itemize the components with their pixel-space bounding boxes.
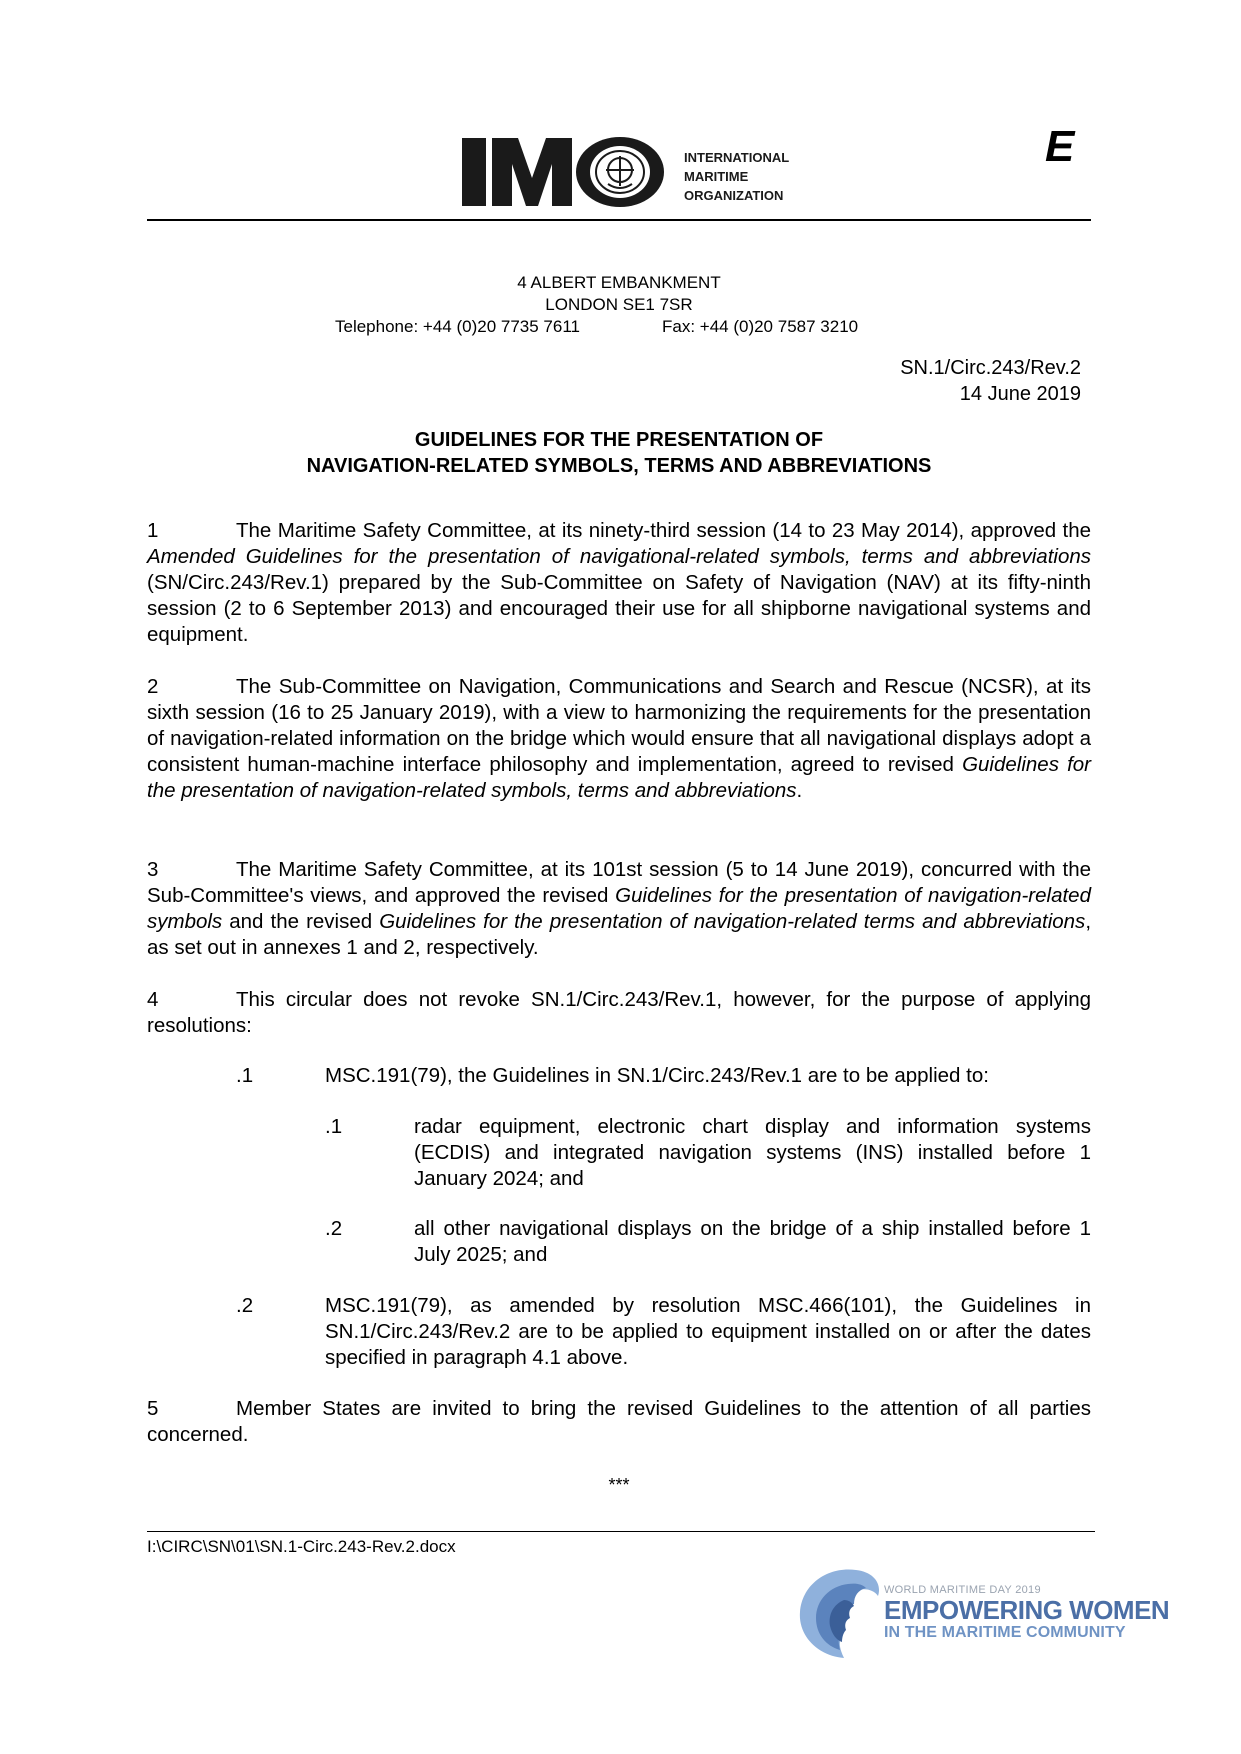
end-mark: *** bbox=[608, 1475, 630, 1495]
title-line-1: GUIDELINES FOR THE PRESENTATION OF bbox=[414, 429, 824, 451]
subparagraph-text: MSC.191(79), the Guidelines in SN.1/Circ.243/Rev.1 are to be applied to: bbox=[325, 1064, 989, 1087]
world-maritime-day-emblem bbox=[796, 1564, 888, 1660]
telephone: Telephone: +44 (0)20 7735 7611 bbox=[335, 317, 580, 336]
org-name-line: MARITIME bbox=[684, 169, 749, 184]
document-symbol: SN.1/Circ.243/Rev.2 bbox=[900, 357, 1081, 379]
paragraph-text: The Maritime Safety Committee, at its ninety-third session (14 to 23 May 2014), approved the bbox=[236, 519, 1091, 542]
address-line-2: LONDON SE1 7SR bbox=[545, 295, 693, 314]
subparagraph-text: radar equipment, electronic chart display and information systems (ECDIS) and integrated navigation systems (INS) installed before 1 January 2024; and bbox=[414, 1115, 1091, 1190]
document-reference bbox=[700, 355, 1081, 407]
contact-line bbox=[335, 316, 858, 337]
paragraph-text: Member States are invited to bring the revised Guidelines to the attention of all parties concerned. bbox=[147, 1397, 1091, 1446]
imo-logo-wordmark bbox=[462, 134, 666, 210]
subparagraph-number: .2 bbox=[325, 1217, 343, 1240]
paragraph-number: 3 bbox=[147, 858, 159, 881]
subparagraph-4-1-2 bbox=[325, 1216, 1091, 1268]
paragraph-italic-text: Guidelines for the presentation of navigation-related terms and abbreviations bbox=[379, 910, 1086, 933]
paragraph-text: and the revised bbox=[222, 910, 380, 933]
paragraph-italic-text: Guidelines for the presentation of navigation-related symbols, terms and abbreviations bbox=[147, 753, 1092, 802]
subparagraph-text: all other navigational displays on the bridge of a ship installed before 1 July 2025; and bbox=[414, 1217, 1091, 1266]
subparagraph-number: .1 bbox=[325, 1115, 343, 1138]
paragraph-text: , as set out in annexes 1 and 2, respectively. bbox=[147, 910, 1092, 959]
imo-logo-icon bbox=[462, 134, 666, 210]
world-maritime-day-slogan bbox=[884, 1584, 1169, 1642]
paragraph-number: 4 bbox=[147, 988, 159, 1011]
paragraph-number: 1 bbox=[147, 519, 159, 542]
wmd-subheadline: IN THE MARITIME COMMUNITY bbox=[884, 1624, 1126, 1641]
address-line-1: 4 ALBERT EMBANKMENT bbox=[517, 273, 721, 292]
paragraph-text: (SN/Circ.243/Rev.1) prepared by the Sub-Committee on Safety of Navigation (NAV) at its fifty-ninth session (2 to 6 September 2013) and encouraged their use for all shipborne navigational systems and equipment. bbox=[147, 571, 1091, 646]
org-name-line: ORGANIZATION bbox=[684, 188, 784, 203]
footer-divider bbox=[147, 1531, 1095, 1532]
org-name-line: INTERNATIONAL bbox=[684, 150, 790, 165]
wmd-caption: WORLD MARITIME DAY 2019 bbox=[884, 1584, 1041, 1596]
fax: Fax: +44 (0)20 7587 3210 bbox=[661, 317, 859, 336]
paragraph-text: The Maritime Safety Committee, at its 101st session (5 to 14 June 2019), concurred with the Sub-Committee's views, and approved the revised bbox=[147, 858, 1091, 907]
paragraph-text: . bbox=[796, 779, 803, 802]
document-date: 14 June 2019 bbox=[959, 383, 1081, 405]
paragraph-italic-text: Amended Guidelines for the presentation of navigational-related symbols, terms and abbreviations bbox=[147, 545, 1091, 568]
organization-name bbox=[684, 148, 789, 205]
paragraph-2 bbox=[147, 674, 1091, 804]
paragraph-text: The Sub-Committee on Navigation, Communications and Search and Rescue (NCSR), at its sixth session (16 to 25 January 2019), with a view to harmonizing the requirements for the presentation of navigation-related information on the bridge which would ensure that all navigational displays adopt a consistent human-machine interface philosophy and implementation, agreed to revised bbox=[147, 675, 1091, 776]
paragraph-italic-text: Guidelines for the presentation of navigation-related symbols bbox=[147, 884, 1091, 933]
title-line-2: NAVIGATION-RELATED SYMBOLS, TERMS AND ABBREVIATIONS bbox=[306, 455, 932, 477]
paragraph-number: 2 bbox=[147, 675, 159, 698]
subparagraph-number: .1 bbox=[236, 1064, 254, 1087]
wmd-headline: EMPOWERING WOMEN bbox=[884, 1595, 1170, 1625]
paragraph-number: 5 bbox=[147, 1397, 159, 1420]
subparagraph-text: MSC.191(79), as amended by resolution MSC.466(101), the Guidelines in SN.1/Circ.243/Rev.2 are to be applied to equipment installed on or after the dates specified in paragraph 4.1 above. bbox=[325, 1294, 1091, 1369]
subparagraph-number: .2 bbox=[236, 1294, 254, 1317]
paragraph-1 bbox=[147, 518, 1091, 648]
paragraph-4 bbox=[147, 987, 1091, 1039]
paragraph-3 bbox=[147, 857, 1091, 961]
paragraph-5 bbox=[147, 1396, 1091, 1448]
document-title bbox=[147, 427, 1091, 479]
woman-profile-icon bbox=[796, 1564, 888, 1660]
subparagraph-4-1 bbox=[236, 1063, 1091, 1089]
header-divider bbox=[147, 219, 1091, 221]
subparagraph-4-2 bbox=[236, 1293, 1091, 1371]
paragraph-text: This circular does not revoke SN.1/Circ.243/Rev.1, however, for the purpose of applying resolutions: bbox=[147, 988, 1091, 1037]
file-path: I:\CIRC\SN\01\SN.1-Circ.243-Rev.2.docx bbox=[147, 1537, 456, 1556]
language-mark: E bbox=[1045, 122, 1075, 171]
subparagraph-4-1-1 bbox=[325, 1114, 1091, 1192]
